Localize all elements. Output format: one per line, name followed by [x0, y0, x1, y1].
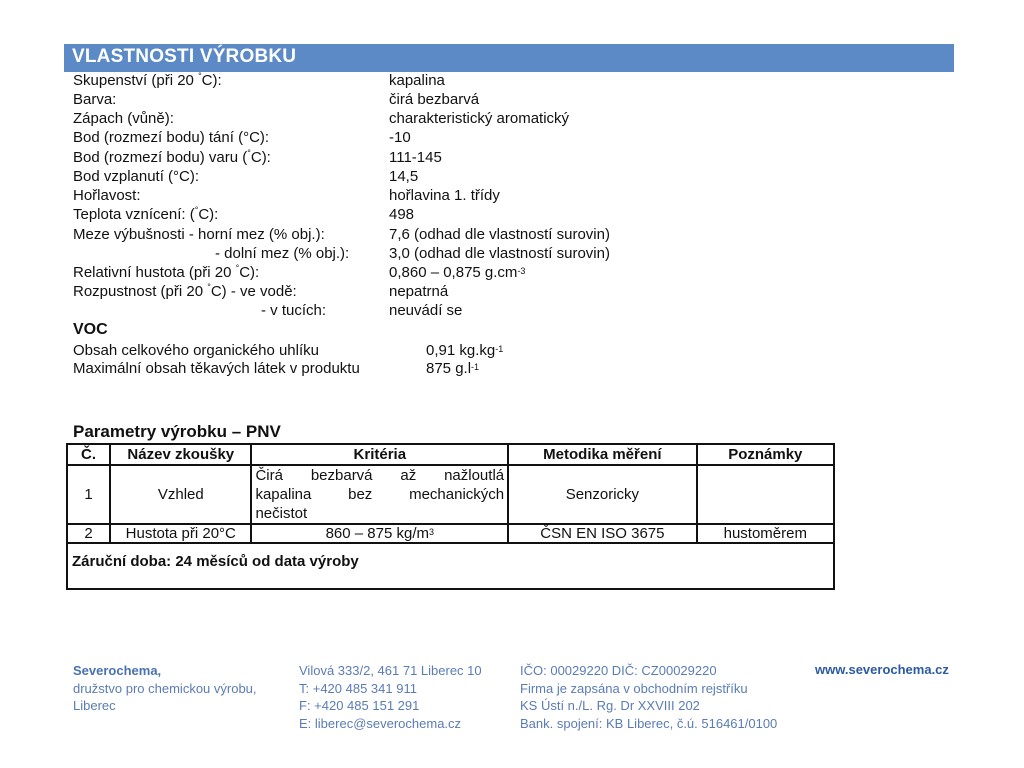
warranty-row [67, 543, 834, 589]
property-row-ignition-temp [73, 206, 773, 225]
property-value: neuvádí se [389, 302, 463, 319]
property-label: Bod vzplanutí (°C): [73, 168, 200, 185]
column-header: Kritéria [251, 444, 508, 465]
property-value: 498 [389, 206, 415, 223]
test-name: Hustota při 20°C [110, 524, 251, 543]
property-label: - dolní mez (% obj.): [215, 245, 350, 262]
company-line: družstvo pro chemickou výrobu, [73, 680, 257, 696]
property-label: Hořlavost: [73, 187, 141, 204]
property-value: 3,0 (odhad dle vlastností surovin) [389, 245, 610, 262]
address: Vilová 333/2, 461 71 Liberec 10 [299, 663, 482, 678]
property-label: Zápach (vůně): [73, 110, 174, 127]
row-number: 1 [67, 465, 110, 524]
property-label: Bod (rozmezí bodu) varu (°C): [73, 148, 271, 166]
property-row-odor [73, 110, 773, 129]
property-label: Meze výbušnosti - horní mez (% obj.): [73, 226, 325, 243]
registration-line: KS Ústí n./L. Rg. Dr XXVIII 202 [520, 698, 700, 713]
property-value: 14,5 [389, 168, 419, 185]
voc-label: Obsah celkového organického uhlíku [73, 342, 319, 359]
table-row [67, 465, 834, 524]
company-name: Severochema, [73, 663, 162, 678]
section-banner [64, 44, 954, 72]
property-row-boiling-point [73, 149, 773, 168]
property-label: Teplota vznícení: (°C): [73, 205, 219, 223]
property-label: Relativní hustota (při 20 °C): [73, 263, 260, 281]
property-value: 111-145 [389, 149, 442, 166]
column-header: Poznámky [697, 444, 834, 465]
property-value: 7,6 (odhad dle vlastností surovin) [389, 226, 610, 243]
test-name: Vzhled [110, 465, 251, 524]
section-title: VLASTNOSTI VÝROBKU [72, 46, 297, 67]
note-cell: hustoměrem [697, 524, 834, 543]
footer-registration [520, 662, 777, 732]
column-header: Č. [67, 444, 110, 465]
property-row-density [73, 264, 773, 283]
property-value: kapalina [389, 72, 445, 89]
voc-row [73, 360, 773, 379]
note-cell [697, 465, 834, 524]
phone: T: +420 485 341 911 [299, 680, 417, 696]
method-cell: Senzoricky [508, 465, 696, 524]
property-row-solubility-water [73, 283, 773, 302]
pnv-heading: Parametry výrobku – PNV [73, 422, 281, 441]
column-header: Název zkoušky [110, 444, 251, 465]
property-value: nepatrná [389, 283, 449, 300]
voc-value: 875 $g.l^{-1}$ [426, 360, 480, 377]
table-row [67, 524, 834, 543]
property-row-color [73, 91, 773, 110]
bank-line: Bank. spojení: KB Liberec, č.ú. 516461/0100 [520, 715, 778, 731]
property-row-flammability [73, 187, 773, 206]
property-value: -10 [389, 129, 411, 146]
company-line: Liberec [73, 698, 116, 713]
property-value: hořlavina 1. třídy [389, 187, 500, 204]
property-label: - v tucích: [261, 302, 327, 319]
property-row-explosion-upper [73, 226, 773, 245]
footer-contacts [299, 662, 482, 732]
property-row-melting-point [73, 129, 773, 148]
property-label: Bod (rozmezí bodu) tání (°C): [73, 129, 270, 146]
criteria-cell: 860 – 875 $kg/m^3$ [251, 524, 508, 543]
registration-line: IČO: 00029220 DIČ: CZ00029220 [520, 663, 717, 678]
voc-value: 0,91 $kg.kg^{-1}$ [426, 342, 504, 359]
voc-row [73, 342, 773, 361]
method-cell: ČSN EN ISO 3675 [508, 524, 696, 543]
property-value: čirá bezbarvá [389, 91, 480, 108]
property-value: 0,860 – 0,875 $g.cm^{-3}$ [389, 264, 526, 281]
voc-heading: VOC [73, 321, 108, 338]
property-row-solubility-fats [73, 302, 773, 321]
property-value: charakteristický aromatický [389, 110, 570, 127]
property-label: Skupenství (při 20 °C): [73, 71, 222, 89]
table-header-row [67, 444, 834, 465]
registration-line: Firma je zapsána v obchodním rejstříku [520, 680, 748, 696]
property-label: Barva: [73, 91, 117, 108]
warranty-text: Záruční doba: 24 měsíců od data výroby [67, 543, 834, 589]
property-row-state [73, 72, 773, 91]
property-row-explosion-lower [73, 245, 773, 264]
email-link[interactable]: E: liberec@severochema.cz [299, 715, 462, 731]
property-row-flash-point [73, 168, 773, 187]
website-link[interactable]: www.severochema.cz [815, 662, 949, 677]
criteria-cell: Čirá bezbarvá až nažloutlá kapalina bez mechanických nečistot [251, 465, 508, 524]
pnv-table [66, 443, 835, 590]
row-number: 2 [67, 524, 110, 543]
property-label: Rozpustnost (při 20 °C) - ve vodě: [73, 282, 297, 300]
footer-company [73, 662, 257, 715]
fax: F: +420 485 151 291 [299, 698, 420, 713]
voc-label: Maximální obsah těkavých látek v produktu [73, 360, 360, 377]
column-header: Metodika měření [508, 444, 696, 465]
